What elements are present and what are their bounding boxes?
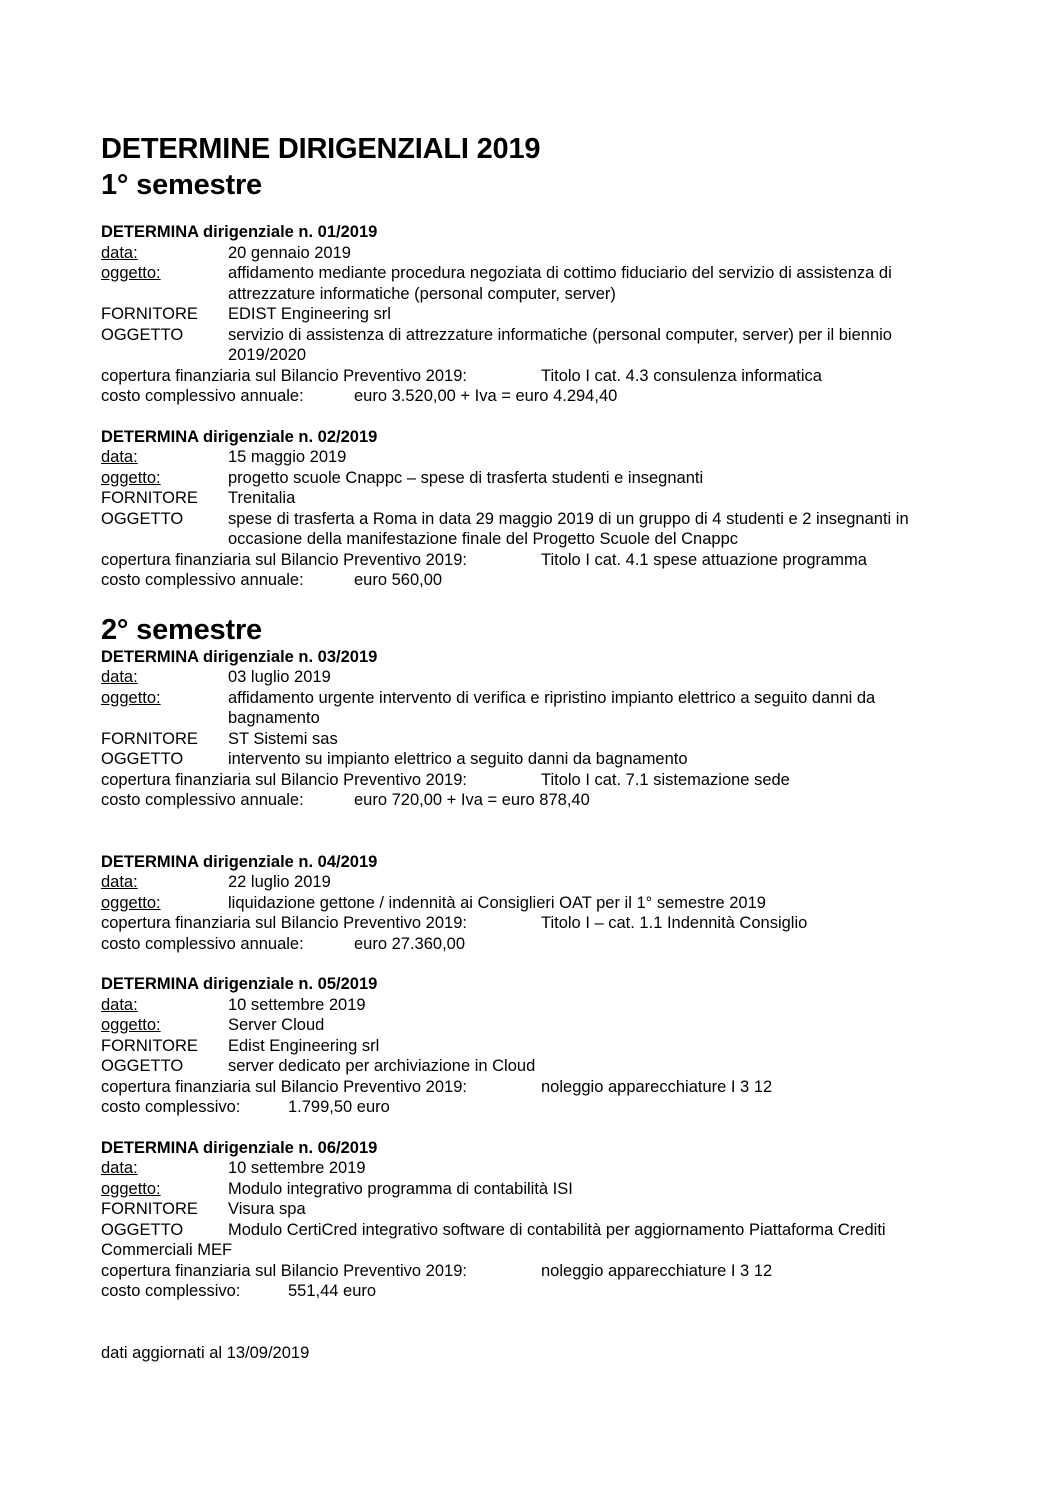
copertura-value: noleggio apparecchiature I 3 12 xyxy=(541,1261,773,1280)
oggetto-label: oggetto: xyxy=(101,1179,161,1198)
costo-label: costo complessivo annuale: xyxy=(101,934,304,953)
fornitore-label: FORNITORE xyxy=(101,1200,198,1218)
copertura-label: copertura finanziaria sul Bilancio Preventivo 2019: xyxy=(101,914,467,932)
oggetto-caps-value: intervento su impianto elettrico a seguito danni da bagnamento xyxy=(228,750,688,768)
data-value: 22 luglio 2019 xyxy=(228,873,331,891)
copertura-label: copertura finanziaria sul Bilancio Preventivo 2019: xyxy=(101,366,467,385)
determina-03 xyxy=(101,647,961,811)
costo-label: costo complessivo annuale: xyxy=(101,791,304,809)
determina-title: DETERMINA dirigenziale n. 06/2019 xyxy=(101,1138,378,1157)
costo-label: costo complessivo: xyxy=(101,1282,241,1300)
copertura-value: Titolo I cat. 4.1 spese attuazione programma xyxy=(541,550,867,569)
data-value: 15 maggio 2019 xyxy=(228,448,347,466)
fornitore-value: ST Sistemi sas xyxy=(228,729,338,748)
data-label: data: xyxy=(101,243,138,262)
costo-value: 1.799,50 euro xyxy=(288,1098,390,1116)
determina-04 xyxy=(101,852,961,955)
oggetto-label: oggetto: xyxy=(101,1016,161,1034)
data-label: data: xyxy=(101,873,138,891)
fornitore-label: FORNITORE xyxy=(101,1036,198,1055)
costo-value: euro 3.520,00 + Iva = euro 4.294,40 xyxy=(354,387,618,405)
fornitore-label: FORNITORE xyxy=(101,729,198,748)
copertura-label: copertura finanziaria sul Bilancio Preventivo 2019: xyxy=(101,1261,467,1280)
costo-label: costo complessivo annuale: xyxy=(101,571,304,589)
fornitore-label: FORNITORE xyxy=(101,489,198,507)
semester-2-heading: 2° semestre xyxy=(101,613,262,646)
data-label: data: xyxy=(101,1159,138,1177)
update-note: dati aggiornati al 13/09/2019 xyxy=(101,1343,310,1362)
determina-01 xyxy=(101,222,961,407)
data-label: data: xyxy=(101,995,138,1014)
oggetto-caps-label: OGGETTO xyxy=(101,1057,184,1075)
determina-02 xyxy=(101,427,961,591)
determina-05 xyxy=(101,974,961,1118)
data-value: 10 settembre 2019 xyxy=(228,1159,366,1177)
costo-label: costo complessivo annuale: xyxy=(101,387,304,405)
oggetto-value: liquidazione gettone / indennità ai Consiglieri OAT per il 1° semestre 2019 xyxy=(228,893,766,912)
data-value: 03 luglio 2019 xyxy=(228,668,331,686)
oggetto-caps-value: spese di trasferta a Roma in data 29 maggio 2019 di un gruppo di 4 studenti e 2 insegnanti in occasione della manifestazione finale del Progetto Scuole del Cnappc xyxy=(228,509,909,548)
oggetto-caps-label: OGGETTO xyxy=(101,750,184,768)
copertura-value: Titolo I cat. 7.1 sistemazione sede xyxy=(541,770,790,789)
oggetto-caps-label: OGGETTO xyxy=(101,325,184,344)
oggetto-value: Server Cloud xyxy=(228,1016,325,1034)
fornitore-label: FORNITORE xyxy=(101,305,198,323)
oggetto-label: oggetto: xyxy=(101,688,161,707)
costo-value: 551,44 euro xyxy=(288,1282,377,1300)
fornitore-value: Visura spa xyxy=(228,1200,306,1218)
costo-value: euro 560,00 xyxy=(354,571,443,589)
oggetto-caps-value: servizio di assistenza di attrezzature informatiche (personal computer, server) per il biennio 2019/2020 xyxy=(228,325,892,364)
semester-1-heading: 1° semestre xyxy=(101,169,262,201)
oggetto-caps-value: Modulo CertiCred integrativo software di contabilità per aggiornamento Piattaforma Crediti xyxy=(228,1220,886,1239)
copertura-label: copertura finanziaria sul Bilancio Preventivo 2019: xyxy=(101,1077,467,1096)
copertura-value: noleggio apparecchiature I 3 12 xyxy=(541,1077,773,1096)
document-page xyxy=(101,131,961,1363)
determina-title: DETERMINA dirigenziale n. 01/2019 xyxy=(101,223,378,241)
oggetto-value: affidamento mediante procedura negoziata di cottimo fiduciario del servizio di assistenza di attrezzature informatiche (personal computer, server) xyxy=(228,264,892,303)
oggetto-value: Modulo integrativo programma di contabilità ISI xyxy=(228,1179,573,1198)
determina-06 xyxy=(101,1138,961,1302)
fornitore-value: EDIST Engineering srl xyxy=(228,305,391,323)
fornitore-value: Trenitalia xyxy=(228,489,296,507)
oggetto-caps-value: server dedicato per archiviazione in Cloud xyxy=(228,1057,536,1075)
document-title: DETERMINE DIRIGENZIALI 2019 xyxy=(101,133,541,165)
oggetto-label: oggetto: xyxy=(101,468,161,487)
fornitore-value: Edist Engineering srl xyxy=(228,1036,380,1055)
costo-label: costo complessivo: xyxy=(101,1098,241,1116)
costo-value: euro 720,00 + Iva = euro 878,40 xyxy=(354,791,590,809)
data-value: 10 settembre 2019 xyxy=(228,995,366,1014)
oggetto-label: oggetto: xyxy=(101,264,161,282)
determina-title: DETERMINA dirigenziale n. 03/2019 xyxy=(101,647,378,666)
data-value: 20 gennaio 2019 xyxy=(228,243,351,262)
copertura-label: copertura finanziaria sul Bilancio Preventivo 2019: xyxy=(101,550,467,569)
oggetto-value: affidamento urgente intervento di verifica e ripristino impianto elettrico a seguito danni da bagnamento xyxy=(228,688,876,727)
copertura-label: copertura finanziaria sul Bilancio Preventivo 2019: xyxy=(101,770,467,789)
data-label: data: xyxy=(101,668,138,686)
oggetto-caps-label: OGGETTO xyxy=(101,1220,184,1239)
data-label: data: xyxy=(101,448,138,466)
oggetto-label: oggetto: xyxy=(101,893,161,912)
determina-title: DETERMINA dirigenziale n. 05/2019 xyxy=(101,975,378,993)
oggetto-caps-continuation: Commerciali MEF xyxy=(101,1241,233,1259)
determina-title: DETERMINA dirigenziale n. 02/2019 xyxy=(101,427,378,446)
determina-title: DETERMINA dirigenziale n. 04/2019 xyxy=(101,852,378,871)
copertura-value: Titolo I – cat. 1.1 Indennità Consiglio xyxy=(541,914,808,932)
oggetto-value: progetto scuole Cnappc – spese di trasferta studenti e insegnanti xyxy=(228,468,704,487)
costo-value: euro 27.360,00 xyxy=(354,934,466,953)
copertura-value: Titolo I cat. 4.3 consulenza informatica xyxy=(541,366,822,385)
oggetto-caps-label: OGGETTO xyxy=(101,509,184,528)
